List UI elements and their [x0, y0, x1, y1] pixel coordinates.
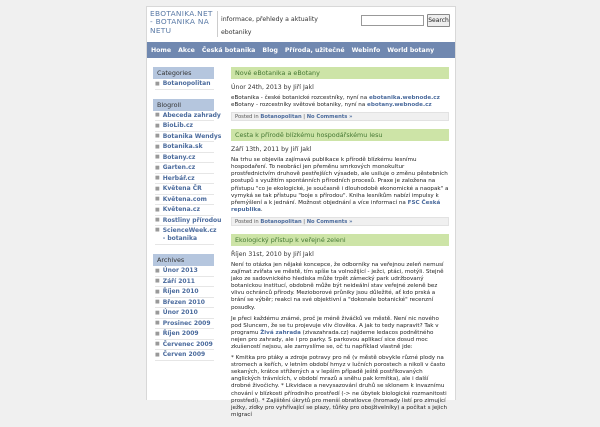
post-meta: Posted in Botanopolitan | No Comments » — [231, 112, 449, 121]
blogroll-item[interactable]: ■ BioLib.cz — [155, 121, 214, 132]
bullet-icon: ■ — [155, 309, 160, 316]
post-category-link[interactable]: Botanopolitan — [260, 218, 302, 225]
blogroll-item[interactable]: ■ Herbář.cz — [155, 174, 214, 185]
blogroll-widget — [153, 99, 222, 246]
post-paragraph: Není to otázka jen nějaké koncepce, že odborníky na veřejnou zeleň nemusí zajímat zvířata ve městě, tím spíše ta volnožijící - ježci, ptáci, motýli. Stejně jako ze sadovnického hlediska může trpět zámecký park udržbovaný botanickou institucí, obdobně může být neideální stav veřejné zeleně bez vlivu ochránců přírody. Mezioborové průniky jsou důležité, ať kdo prská a brání se výběr; reakci na své objektivní a "dokonale botanické" recenzní posudky. — [231, 261, 444, 311]
post-date: Září 13th, 2011 by Jiří Jakl — [231, 146, 312, 154]
archive-item[interactable]: ■ Březen 2010 — [155, 298, 214, 309]
header — [147, 7, 455, 41]
bullet-icon: ■ — [155, 217, 160, 224]
post-title-link[interactable]: Ekologický přístup k veřejné zeleni — [231, 234, 449, 246]
post-date: Únor 24th, 2013 by Jiří Jakl — [231, 84, 314, 91]
search-button[interactable]: Search — [427, 14, 450, 27]
post-title-link[interactable]: Cesta k přírodě blízkému hospodářskému lesu — [231, 129, 449, 141]
archive-item[interactable]: ■ Červenec 2009 — [155, 340, 214, 351]
blogroll-item[interactable]: ■ Abeceda zahrady — [155, 111, 214, 122]
categories-widget — [153, 67, 214, 90]
archive-item[interactable]: ■ Září 2011 — [155, 277, 214, 288]
bullet-icon: ■ — [155, 341, 160, 348]
archive-item[interactable]: ■ Říjen 2010 — [155, 287, 214, 298]
post-meta: Posted in Botanopolitan | No Comments » — [231, 217, 449, 226]
post — [231, 67, 449, 121]
bullet-icon: ■ — [155, 175, 160, 182]
post-body: Na trhu se objevila zajímavá publikace k přírodě blízkému lesnímu hospodaření. To neobrácí jen přeměnu smrkových monokultur prostřednictvím druhově pestřejších výsadeb, ale usiluje o změnu pěstebních postupů s využitím spontánních přírodních procesů. Praxe je založena na přístupu "co je ekologické, je současně i dlouhodobě ekonomické a naopak" a vymyká se tak přístupu "boje s přírodou". Kniha lesníkům nabízí impulsy k přemýšlení a k jednání. Možnost objednání a více informací na FSC Česká republika. — [231, 157, 449, 213]
bullet-icon: ■ — [155, 185, 160, 192]
archive-item[interactable]: ■ Únor 2013 — [155, 266, 214, 277]
archives-heading: Archives — [153, 254, 214, 266]
post-link[interactable]: ebotany.webnode.cz — [367, 102, 432, 109]
archive-item[interactable]: ■ Červen 2009 — [155, 350, 214, 361]
blogroll-item[interactable]: ■ Květena.com — [155, 195, 214, 206]
archive-item[interactable]: ■ Únor 2010 — [155, 308, 214, 319]
post-comments-link[interactable]: No Comments » — [306, 218, 353, 225]
post — [231, 129, 449, 226]
archive-item[interactable]: ■ Říjen 2009 — [155, 329, 214, 340]
blogroll-heading: Blogroll — [153, 99, 214, 111]
post-title-link[interactable]: Nové eBotanika a eBotany — [231, 67, 449, 79]
bullet-icon: ■ — [155, 320, 160, 327]
blogroll-item[interactable]: ■ Garten.cz — [155, 163, 214, 174]
blogroll-item[interactable]: ■ Botanika Wendys — [155, 132, 214, 143]
bullet-icon: ■ — [155, 122, 160, 129]
post-link[interactable]: ebotanika.webnode.cz — [368, 95, 440, 101]
post-body: Není to otázka jen nějaké koncepce, že odborníky na veřejnou zeleň nemusí zajímat zvířata ve městě, tím spíše ta volnožijící - ježci, ptáci, motýli. Stejně jako ze sadovnického hlediska může trpět zámecký park udržbovaný botanickou institucí, obdobně může být neideální stav veřejné zeleně bez vlivu ochránců přírody. Mezioborové průniky jsou důležité, ať kdo prská a brání se výběr; reakci na své objektivní a "dokonale botanické" recenzní posudky. Je přeci každému známé, proč je méně živáčků ve městě. Není nic nového pod Sluncem, že se tu projevuje vliv člověka. A jak to tedy napravit? Tak v programu Živá zahrada (zivazahrada.cz) najdeme ledacos podnětného nejen pro zahrady, ale i pro parky. S parkovou aplikací sice dosud moc zkušeností nejsou, ale zamyslíme se, oč tu například vlastně jde: * Kmitka pro ptáky a zdroje potravy pro ně (v městě obvykle různé plody na stromech a keřích, v letním období hmyz v lučních porostech a nikoli v často sekaných, krátce střižených a v lepším případě ještě postřikovaných anglických trávnících, v období mrazů a sněhu pak krmítka), ale i další drobné živočichy. * Likvidace a nevysazování druhů se sklonem k invaznímu chování v blízkosti přírodního prostředí (-> ne úbytek biologické rozmanitosti prostředí). * Zajištění úkrytů pro menší obratlovce (hromady listí pro zimující ježky, zídky pro vyhřívající se plazy, tůňky pro obojživelníky) a počítat s jejich migrací — [231, 261, 447, 418]
post-link[interactable]: FSC Česká republika — [231, 199, 441, 213]
bullet-icon: ■ — [155, 351, 160, 358]
nav-priroda[interactable]: Příroda, užitečné — [284, 46, 345, 54]
header-divider — [217, 11, 218, 37]
bullet-icon: ■ — [155, 133, 160, 140]
category-item[interactable]: ■ Botanopolitan — [155, 79, 214, 90]
blogroll-item[interactable]: ■ Květena ČR — [155, 184, 214, 195]
post-paragraph: * Kmitka pro ptáky a zdroje potravy pro ně (v městě obvykle různé plody na stromech a keřích, v letním období hmyz v lučních porostech a nikoli v často sekaných, krátce střižených a v lepším případě ještě postřikovaných anglických trávnících, v období mrazů a sněhu pak krmítka), ale i další drobné živočichy. * Likvidace a nevysazování druhů se sklonem k invaznímu chování v blízkosti přírodního prostředí (-> ne úbytek biologické rozmanitosti prostředí). * Zajištění úkrytů pro menší obratlovce (hromady listí pro zimující ježky, zídky pro vyhřívající se plazy, tůňky pro obojživelníky) a počítat s jejich migrací — [231, 355, 447, 418]
main-content — [231, 67, 449, 427]
post-comments-link[interactable]: No Comments » — [306, 114, 353, 121]
bullet-icon: ■ — [155, 164, 160, 171]
bullet-icon: ■ — [155, 299, 160, 306]
bullet-icon: ■ — [155, 80, 160, 87]
post-body: eBotanika - české botanické rozcestníky, nyní na ebotanika.webnode.cz eBotany - rozcestníky světové botaniky, nyní na ebotany.webnode.cz — [231, 95, 440, 109]
bullet-icon: ■ — [155, 112, 160, 119]
bullet-icon: ■ — [155, 288, 160, 295]
archives-widget — [153, 254, 214, 361]
nav-webinfo[interactable]: Webinfo — [351, 46, 381, 54]
post-category-link[interactable]: Botanopolitan — [260, 114, 302, 121]
bullet-icon: ■ — [155, 196, 160, 203]
site-title-link[interactable]: EBOTANIKA.NET - BOTANIKA NA NETU — [150, 9, 213, 35]
main-nav — [147, 42, 455, 58]
bullet-icon: ■ — [155, 278, 160, 285]
blogroll-item[interactable]: ■ Botanika.sk — [155, 142, 214, 153]
sidebar — [153, 67, 222, 370]
nav-akce[interactable]: Akce — [178, 46, 195, 54]
bullet-icon: ■ — [155, 267, 160, 274]
bullet-icon: ■ — [155, 143, 160, 150]
bullet-icon: ■ — [155, 330, 160, 337]
bullet-icon: ■ — [155, 206, 160, 213]
blogroll-item[interactable]: ■ ScienceWeek.cz - botanika — [155, 226, 214, 245]
nav-blog[interactable]: Blog — [262, 46, 278, 54]
blogroll-item[interactable]: ■ Rostliny přírodou — [155, 216, 214, 227]
post — [231, 234, 449, 419]
categories-heading: Categories — [153, 67, 214, 79]
bullet-icon: ■ — [155, 227, 160, 233]
post-link[interactable]: Živá zahrada — [260, 329, 301, 336]
search-input[interactable] — [361, 15, 424, 26]
blogroll-item[interactable]: ■ Květena.cz — [155, 205, 214, 216]
post-date: Říjen 31st, 2010 by Jiří Jakl — [231, 250, 314, 258]
bullet-icon: ■ — [155, 154, 160, 161]
archive-item[interactable]: ■ Prosinec 2009 — [155, 319, 214, 330]
site-tagline: informace, přehledy a aktuality ebotaniky — [221, 16, 318, 36]
nav-ceska-botanika[interactable]: Česká botanika — [201, 46, 256, 54]
nav-home[interactable]: Home — [151, 46, 172, 54]
page-container — [146, 6, 456, 418]
blogroll-item[interactable]: ■ Botany.cz — [155, 153, 214, 164]
nav-world-botany[interactable]: World botany — [387, 46, 435, 54]
